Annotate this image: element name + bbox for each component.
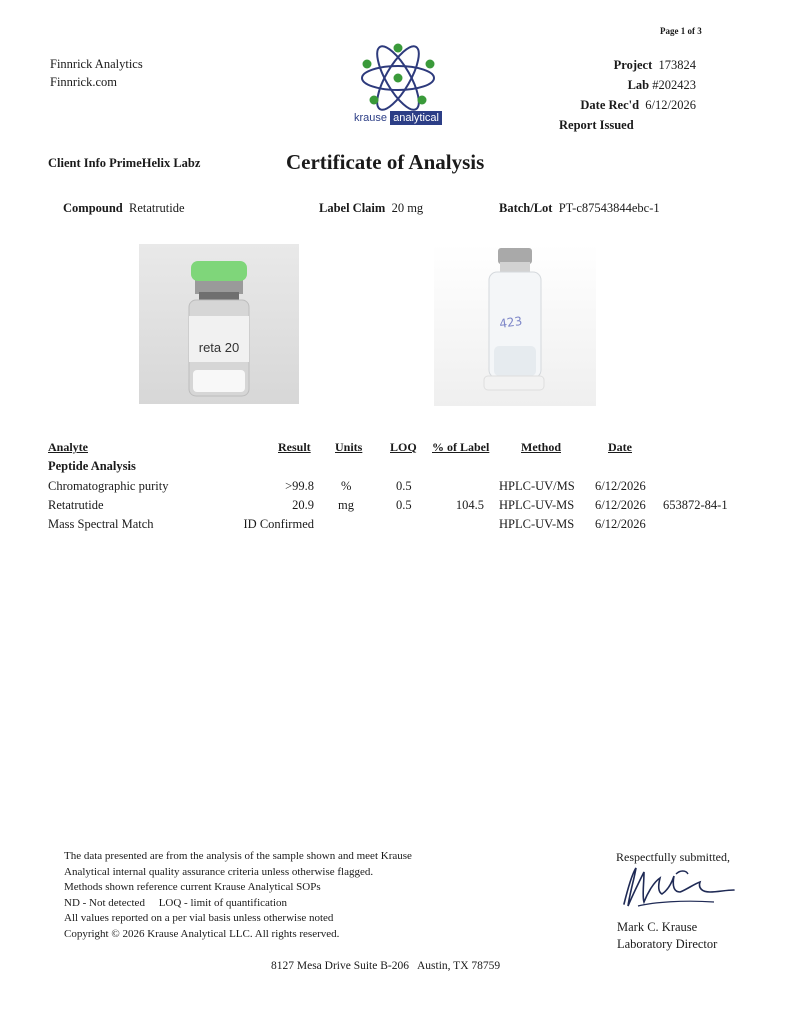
logo-word-krause: krause xyxy=(354,112,388,124)
lab-website: Finnrick.com xyxy=(50,75,118,89)
vial-label-text: reta 20 xyxy=(198,340,240,355)
header-analyte: Analyte xyxy=(48,440,88,454)
lab-label: Lab xyxy=(627,78,650,92)
compound-label: Compound xyxy=(63,201,123,215)
signer-title: Laboratory Director xyxy=(617,937,718,951)
vial-photo-right xyxy=(434,244,596,406)
compound-value: Retatrutide xyxy=(129,201,185,215)
row-result: 20.9 xyxy=(292,498,314,512)
row-date: 6/12/2026 xyxy=(595,479,646,493)
vial-handwritten-mark: 423 xyxy=(498,313,524,331)
row-units: % xyxy=(341,479,352,493)
client-value: PrimeHelix Labz xyxy=(109,156,201,170)
row-analyte: Retatrutide xyxy=(48,498,104,512)
lab-value: #202423 xyxy=(652,78,696,92)
row-loq: 0.5 xyxy=(396,498,412,512)
signature-icon xyxy=(614,862,740,914)
header-result: Result xyxy=(278,440,311,454)
note-line: Analytical internal quality assurance criteria unless otherwise flagged. xyxy=(64,865,374,878)
received-label: Date Rec'd xyxy=(580,98,640,112)
compound-info xyxy=(63,201,185,216)
client-label: Client Info xyxy=(48,156,106,170)
note-line: All values reported on a per vial basis unless otherwise noted xyxy=(64,912,334,925)
row-analyte: Chromatographic purity xyxy=(48,479,169,493)
project-info xyxy=(540,55,696,135)
batch-value: PT-c87543844ebc-1 xyxy=(558,201,660,215)
batch-label: Batch/Lot xyxy=(499,201,553,215)
respectfully-submitted: Respectfully submitted, xyxy=(616,850,730,864)
lab-name: Finnrick Analytics xyxy=(50,57,143,71)
project-value: 173824 xyxy=(658,58,696,72)
row-pct: 104.5 xyxy=(455,498,484,512)
claim-value: 20 mg xyxy=(391,201,424,215)
logo-word-analytical: analytical xyxy=(390,111,442,125)
note-line: ND - Not detected LOQ - limit of quantification xyxy=(64,896,287,909)
label-claim-info xyxy=(319,201,423,216)
lab-identity xyxy=(50,55,143,91)
vial-photo-left xyxy=(139,244,299,404)
row-loq: 0.5 xyxy=(396,479,412,493)
atom-icon xyxy=(340,42,456,112)
claim-label: Label Claim xyxy=(319,201,386,215)
row-extra: 653872-84-1 xyxy=(663,498,728,512)
row-date: 6/12/2026 xyxy=(595,498,646,512)
signer-name: Mark C. Krause xyxy=(617,920,698,934)
row-result: ID Confirmed xyxy=(243,517,314,531)
logo-wordmark xyxy=(340,112,456,124)
header-method: Method xyxy=(521,440,561,454)
issued-label: Report Issued xyxy=(559,118,634,132)
header-units: Units xyxy=(335,440,363,454)
row-result: >99.8 xyxy=(285,479,314,493)
batch-info xyxy=(499,201,660,216)
row-method: HPLC-UV/MS xyxy=(499,479,575,493)
note-line: Copyright © 2026 Krause Analytical LLC. All rights reserved. xyxy=(64,927,340,940)
row-date: 6/12/2026 xyxy=(595,517,646,531)
client-info xyxy=(48,156,200,171)
header-loq: LOQ xyxy=(390,440,417,454)
row-analyte: Mass Spectral Match xyxy=(48,517,154,531)
received-value: 6/12/2026 xyxy=(645,98,696,112)
project-label: Project xyxy=(613,58,653,72)
note-line: Methods shown reference current Krause Analytical SOPs xyxy=(64,881,321,894)
row-method: HPLC-UV-MS xyxy=(499,498,575,512)
signature-image xyxy=(614,862,740,914)
vial-with-green-cap xyxy=(139,244,299,404)
krause-logo xyxy=(340,42,456,134)
vial-cap xyxy=(191,261,247,281)
signer-block xyxy=(617,919,717,953)
lab-address: 8127 Mesa Drive Suite B-206 Austin, TX 78759 xyxy=(271,960,501,972)
note-line: The data presented are from the analysis of the sample shown and meet Krause xyxy=(64,850,412,862)
row-units: mg xyxy=(338,498,354,512)
header-date: Date xyxy=(608,440,632,454)
header-pct-of-label: % of Label xyxy=(432,440,490,454)
page-number: Page 1 of 3 xyxy=(660,26,702,36)
clear-vial xyxy=(434,244,596,406)
disclaimer-notes xyxy=(64,849,412,943)
row-method: HPLC-UV-MS xyxy=(499,517,575,531)
document-title: Certificate of Analysis xyxy=(286,150,485,174)
section-peptide-analysis: Peptide Analysis xyxy=(48,459,136,473)
